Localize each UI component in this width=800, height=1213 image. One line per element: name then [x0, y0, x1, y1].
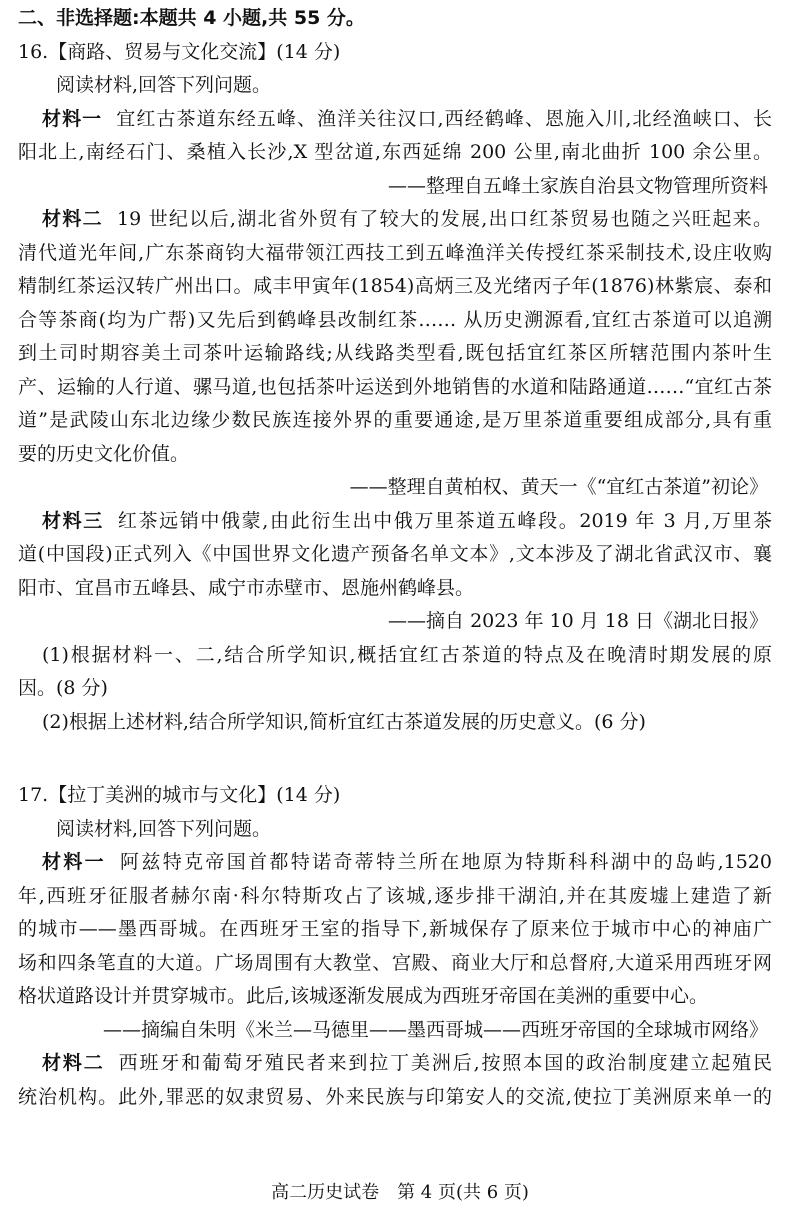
q16-material-2-line: 精制红茶运汉转广州出口。咸丰甲寅年(1854)高炳三及光绪丙子年(1876)林紫宸、泰和	[18, 275, 772, 297]
question-16	[18, 36, 772, 740]
q17-material-1-line: 年,西班牙征服者赫尔南·科尔特斯攻占了该城,逐步排干湖泊,并在其废墟上建造了新	[18, 884, 772, 907]
q16-material-1-line	[18, 103, 772, 137]
q16-material-2-line	[18, 203, 772, 237]
q16-material-2-line: 道”是武陵山东北边缘少数民族连接外界的重要通途,是万里茶道重要组成部分,具有重	[18, 409, 772, 431]
q17-material-1-line	[18, 846, 772, 880]
q16-material-2-line: 要的历史文化价值。	[18, 442, 190, 465]
q16-material-2-line: 清代道光年间,广东茶商钧大福带领江西技工到五峰渔洋关传授红茶采制技术,设庄收购	[18, 241, 772, 264]
section-heading: 二、非选择题:本题共 4 小题,共 55 分。	[18, 7, 365, 29]
q16-material-2-text: 19 世纪以后,湖北省外贸有了较大的发展,出口红茶贸易也随之兴旺起来。	[117, 208, 772, 230]
q16-material-3-source: ——摘自 2023 年 10 月 18 日《湖北日报》	[388, 610, 768, 632]
q17-material-2-text: 西班牙和葡萄牙殖民者来到拉丁美洲后,按照本国的政治制度建立起殖民	[118, 1052, 772, 1074]
q16-material-1-text: 宜红古茶道东经五峰、渔洋关往汉口,西经鹤峰、恩施入川,北经渔峡口、长	[116, 107, 772, 130]
q17-material-1-line: 格状道路设计并贯穿城市。此后,该城逐渐发展成为西班牙帝国在美洲的重要中心。	[18, 985, 709, 1007]
q16-subquestion-1-cont: 因。(8 分)	[18, 677, 108, 699]
q17-material-1-line: 场和四条笔直的大道。广场周围有大教堂、宫殿、商业大厅和总督府,大道采用西班牙网	[18, 951, 772, 974]
q17-material-2-label: 材料二	[42, 1052, 105, 1074]
question-17-title: 17.【拉丁美洲的城市与文化】(14 分)	[18, 784, 341, 806]
q16-material-1-label: 材料一	[42, 107, 103, 130]
q17-material-1-label: 材料一	[42, 851, 107, 873]
q16-material-3-line: 阳市、宜昌市五峰县、咸宁市赤壁市、恩施州鹤峰县。	[18, 576, 475, 599]
q17-material-1-line: 的城市——墨西哥城。在西班牙王室的指导下,新城保存了原来位于城市中心的神庙广	[18, 918, 772, 940]
q17-material-2-line: 统治机构。此外,罪恶的奴隶贸易、外来民族与印第安人的交流,使拉丁美洲原来单一的	[18, 1085, 772, 1108]
q16-material-2-line: 合等茶商(均为广帮)又先后到鹤峰县改制红茶…… 从历史溯源看,宜红古茶道可以追溯	[18, 308, 772, 331]
page-footer: 高二历史试卷 第 4 页(共 6 页)	[271, 1182, 529, 1203]
q16-material-3-line: 道(中国段)正式列入《中国世界文化遗产预备名单文本》,文本涉及了湖北省武汉市、襄	[18, 543, 772, 565]
q16-subquestion-1: (1)根据材料一、二,结合所学知识,概括宜红古茶道的特点及在晚清时期发展的原	[42, 643, 772, 666]
q17-material-1-text: 阿兹特克帝国首都特诺奇蒂特兰所在地原为特斯科科湖中的岛屿,1520	[120, 851, 772, 873]
question-17	[18, 779, 772, 1114]
question-16-instruction: 阅读材料,回答下列问题。	[56, 74, 272, 96]
q16-material-2-source: ——整理自黄柏权、黄天一《“宜红古茶道”初论》	[349, 476, 768, 498]
question-17-instruction: 阅读材料,回答下列问题。	[56, 817, 272, 840]
q17-material-1-source: ——摘编自朱明《米兰—马德里——墨西哥城——西班牙帝国的全球城市网络》	[102, 1018, 768, 1041]
q16-material-1-source: ——整理自五峰土家族自治县文物管理所资料	[387, 174, 768, 197]
q16-material-2-label: 材料二	[42, 208, 104, 230]
question-16-title: 16.【商路、贸易与文化交流】(14 分)	[18, 40, 341, 63]
q16-material-3-label: 材料三	[42, 509, 104, 532]
q16-material-2-line: 产、运输的人行道、骡马道,也包括茶叶运送到外地销售的水道和陆路通道……“宜红古茶	[18, 375, 772, 398]
q16-material-3-text: 红茶远销中俄蒙,由此衍生出中俄万里茶道五峰段。2019 年 3 月,万里茶	[117, 509, 772, 532]
q16-material-3-line	[18, 505, 772, 539]
q16-material-2-line: 到土司时期容美土司茶叶运输路线;从线路类型看,既包括宜红茶区所辖范围内茶叶生	[18, 342, 772, 364]
q16-subquestion-2: (2)根据上述材料,结合所学知识,简析宜红古茶道发展的历史意义。(6 分)	[42, 710, 646, 733]
q16-material-1-line: 阳北上,南经石门、桑植入长沙,X 型岔道,东西延绵 200 公里,南北曲折 100 余公里。	[18, 141, 772, 163]
q17-material-2-line	[18, 1047, 772, 1081]
question-gap	[18, 739, 772, 779]
